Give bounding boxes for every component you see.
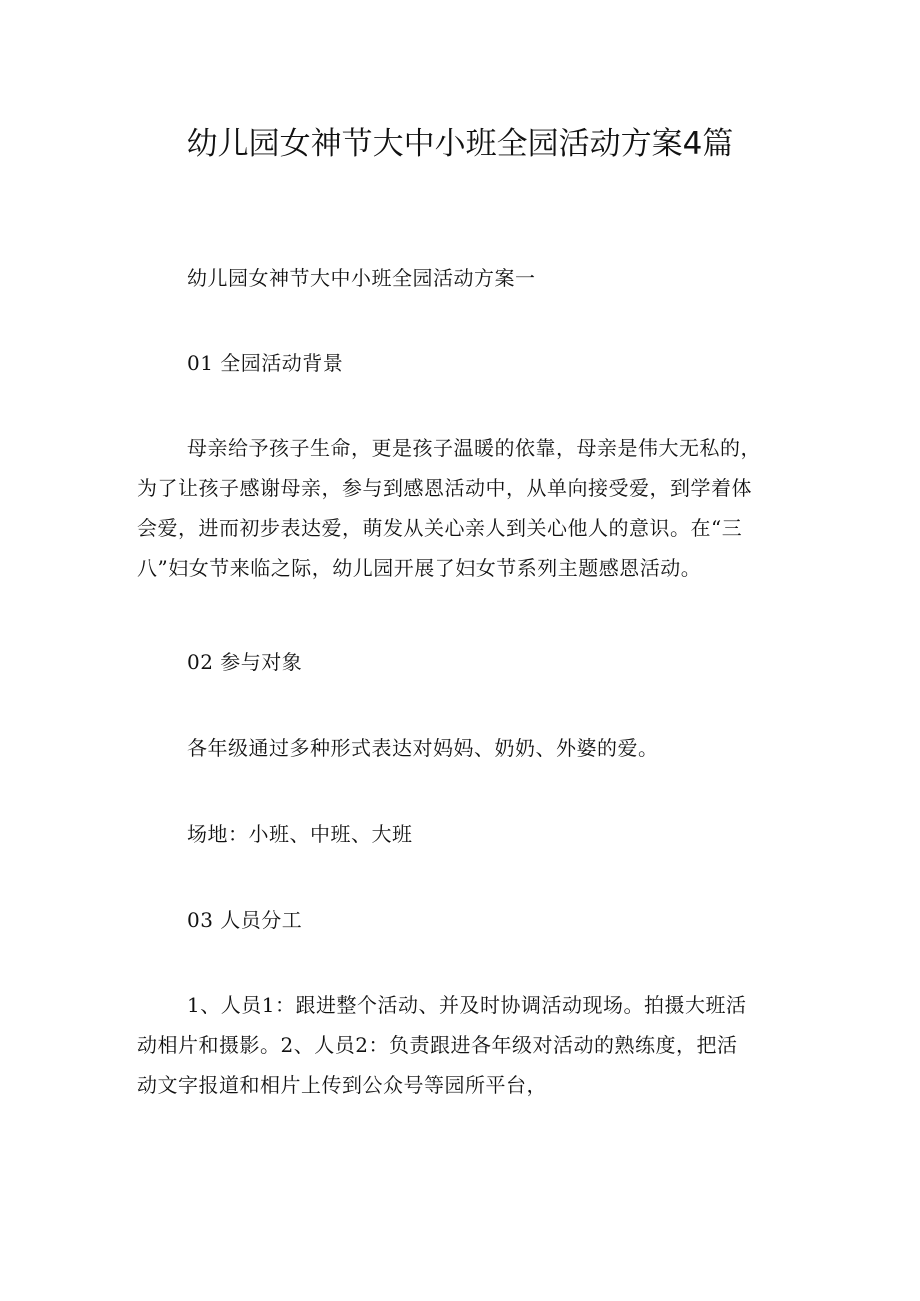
document-title: 幼儿园女神节大中小班全园活动方案4篇 bbox=[186, 126, 734, 162]
section-2-heading: 02 参与对象 bbox=[187, 650, 303, 674]
section-2-venue: 场地：小班、中班、大班 bbox=[187, 822, 413, 846]
plan-heading: 幼儿园女神节大中小班全园活动方案一 bbox=[187, 266, 536, 290]
section-1-body-line: 八”妇女节来临之际，幼儿园开展了妇女节系列主题感恩活动。 bbox=[137, 556, 702, 580]
section-1-heading: 01 全园活动背景 bbox=[187, 351, 344, 375]
section-3-body-line: 动文字报道和相片上传到公众号等园所平台， bbox=[137, 1073, 547, 1097]
section-1-body-line: 母亲给予孩子生命，更是孩子温暖的依靠，母亲是伟大无私的， bbox=[187, 436, 761, 460]
section-3-body-line: 1、人员1：跟进整个活动、并及时协调活动现场。拍摄大班活 bbox=[187, 993, 747, 1017]
section-1-body-line: 为了让孩子感谢母亲，参与到感恩活动中，从单向接受爱，到学着体 bbox=[137, 476, 752, 500]
section-3-body-line: 动相片和摄影。2、人员2：负责跟进各年级对活动的熟练度，把活 bbox=[137, 1033, 738, 1057]
section-1-body bbox=[137, 428, 797, 588]
section-2-body: 各年级通过多种形式表达对妈妈、奶奶、外婆的爱。 bbox=[187, 736, 659, 760]
section-1-body-line: 会爱，进而初步表达爱，萌发从关心亲人到关心他人的意识。在“三 bbox=[137, 516, 743, 540]
section-3-heading: 03 人员分工 bbox=[187, 908, 303, 932]
section-3-body bbox=[137, 985, 797, 1105]
